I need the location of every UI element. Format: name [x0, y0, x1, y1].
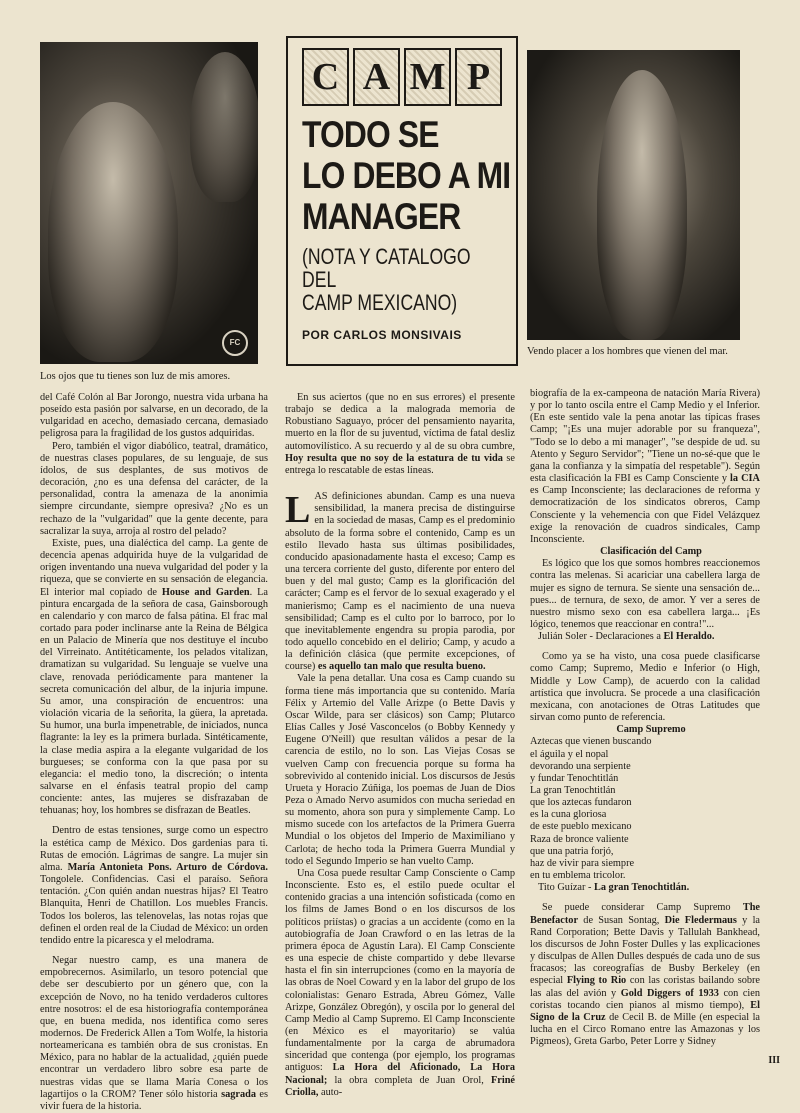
right-photo-caption: Vendo placer a los hombres que vienen del mar.	[527, 346, 728, 357]
paragraph: Pero, también el vigor diabólico, teatral, dramático, de nuestras clases populares, de su lenguaje, de sus ídolos, de sus desplantes, de sus motivos de decoración, ¿no es una defensa del carácter, de la personalidad, contra la amenaza de la anonimia siempre circundante, siempre opresiva? ¿No es un rechazo de la "vulgaridad" que la gente decente, para sacralizar la suya, arroja al rostro del pelado?	[40, 440, 268, 537]
paragraph: Una Cosa puede resultar Camp Consciente o Camp Inconsciente. Esto es, el estilo puede ocultar el contenido gracias a una intención sofisticada (como en los films de James Bond o en los discursos de los políticos priístas) o gracias a un accidente (como en la autobiografía de Joan Crawford o en las letras de la primera época de Agustín Lara). El Camp Consciente es una especie de chiste compartido y debe llevarse hasta el fin sin interrupciones (como en la mayoría de las obras de Noel Coward y en la labor del grupo de los colonialistas: Genaro Estrada, Abreu Gómez, Valle Arizpe, González Obregón), y oscila por lo general del Camp Medio al Camp Supremo. El Camp Inconsciente (en México es el mayoritario) se valúa fundamentalmente por la carga de abrumadora sinceridad que contenga (por ejemplo, los programas antiguos: La Hora del Aficionado, La Hora Nacional; la obra completa de Juan Orol, Friné Criolla, auto-	[285, 867, 515, 1098]
paragraph: LAS definiciones abundan. Camp es una nueva sensibilidad, la manera precisa de distinguirse en la sociedad de masas, Camp es el predominio absoluto de la forma sobre el contenido, Camp es un estilo llevado hasta sus últimas posibilidades, conducido apasionadamente hasta el exceso; Camp es una tercera corriente del gusto, diferente por entero del buen y del mal gusto; Camp es la glorificación del carácter; Camp es el fervor de lo sexual exagerado y el manierismo; Camp es el nacimiento de una nueva sensibilidad; Camp es el culto por lo barroco, por lo que inevitablemente engendra su propia parodia, por todo aquello concebido en el delirio; Camp, y acudo a la definición clásica (que permite excepciones, of course) es aquello tan malo que resulta bueno.	[285, 489, 515, 673]
poem-stanza: Aztecas que vienen buscando el águila y el nopal devorando una serpiente y fundar Tenochtitlán	[530, 736, 652, 784]
left-photo	[40, 42, 258, 364]
left-photo-caption: Los ojos que tu tienes son luz de mis amores.	[40, 371, 231, 382]
dedication: En sus aciertos (que no en sus errores) el presente trabajo se dedica a la malograda memoria de Robustiano Saguayo, prócer del pensamiento nayarita, muerto en la flor de su juventud, víctima de fatal desliz automovilístico. A su recuerdo y al de su obra cumbre, Hoy resulta que no soy de la estatura de tu vida se entrega lo rescatable de estas líneas.	[285, 392, 515, 476]
paragraph: Existe, pues, una dialéctica del camp. La gente de decencia apenas adquirida huye de la vulgaridad de origen inventando una nueva vulgaridad del poder y la riqueza, que se convierte en su sensación de elegancia. El interior mal copiado de House and Garden. La pintura encargada de la señora de casa, Gainsborough en calendario y con marco de falsa pátina. El frac mal cortado para poder inclinarse ante la Reina de Bélgica en un Palacio de Minería que nos destituye el íncubo del Virreinato. Antitéticamente, los pelados vitalizan, dramatizan su vulgaridad. Su lenguaje se vuelve una clave, renovada periódicamente para mantener la secreta comunicación del albur, de la injuria impune. Su amor, una conspiración de encuentros: una violación vicaria de la señorita, la güera, la apretada. Su humor, una burla impenetrable, de iniciados, nunca flagrante: la ley es la primera burlada. Sintéticamente, la clase media aspira a la elegante vulgaridad de los burgueses; se conforma con la que pasa por su elegancia: el medio tono, la discreción; o intenta salvarse en el énfasis teatral propio del camp conciente: antes, las mujeres se disfrazaban de tehuanas; hoy, los hombres se disfrazan de Beatles.	[40, 537, 268, 817]
paragraph: Negar nuestro camp, es una manera de empobrecernos. Asimilarlo, un tesoro potencial que debe ser descubierto por un género que, con la excepción de Novo, no ha tenido verdaderos cultores entre nosotros: el de esa historiografía contemporánea que, en buena medida, nos identifica como seres modernos. De Frederick Allen a Tom Wolfe, la historia norteamericana es también obra de sus cronistas. En México, para no hablar de la actualidad, ¿quién puede encontrar un verdadero libro sobre esa parte de nuestras vidas que se llama María Conesa o los lagartijos o la CROM? Tener sólo historia sagrada es vivir fuera de la historia.	[40, 955, 269, 1112]
poem-stanza: La gran Tenochtitlán que los aztecas fundaron es la cuna gloriosa de este pueblo mexicano	[530, 785, 632, 833]
drop-cap: L	[285, 489, 311, 532]
headline	[302, 114, 511, 237]
subhead	[302, 244, 471, 315]
paragraph: Como ya se ha visto, una cosa puede clasificarse como Camp; Supremo, Medio e Inferior (o High, Middle y Low Camp), de acuerdo con la calidad artística que involucra. Se procede a una clasificación mexicana, con anotaciones de Otras Latitudes que sirvan como punto de referencia.	[530, 651, 760, 724]
poem-source: Tito Guízar - La gran Tenochtitlán.	[538, 882, 690, 894]
headline-line: LO DEBO A MI	[302, 155, 511, 196]
logo-letter: P	[455, 48, 502, 106]
headline-line: TODO SE	[302, 114, 439, 155]
camp-logo	[302, 48, 502, 106]
paragraph: Se puede considerar Camp Supremo The Benefactor de Susan Sontag, Die Fledermaus y la Rand Corporation; Bette Davis y Tallulah Bankhead, los discursos de John Foster Dulles y las explicaciones y disculpas de Allen Dulles después de cada uno de sus fracasos; las coreografías de Busby Berkeley (en especial Flying to Rio con las coristas bailando sobre las alas del avión y Gold Diggers of 1933 con cien coristas tocando cien pianos al mismo tiempo), El Signo de la Cruz de Cecil B. de Mille (en especial la lucha en el Circo Romano entre las Amazonas y los Pigmeos), Greta Garbo, Peter Lorre y Sidney	[530, 902, 761, 1048]
paragraph: biografía de la ex-campeona de natación María Rivera) y por lo tanto oscila entre el Camp Medio y el Inferior. (En este sentido vale la pena anotar las típicas frases Camp; "¡Es una mujer adorable por su franqueza", "Todo se lo debo a mi manager", "se despide de ud. su Atento y Seguro Servidor"; "Tiene un no-sé-que que le gana la confianza y la simpatía del respetable"). Según esta clasificación la FBI es Camp Consciente y la CIA es Camp Inconsciente; las declaraciones de reforma y democratización de los sindicatos obreros, Camp Consciente y la vehemencia con que Fidel Velázquez exige la renovación de cuadros sindicales, Camp Inconsciente.	[530, 388, 760, 545]
logo-letter: A	[353, 48, 400, 106]
subhead-line: (NOTA Y CATALOGO	[302, 244, 471, 269]
column-2	[285, 392, 515, 1099]
headline-line: MANAGER	[302, 196, 461, 237]
subhead-line: CAMP MEXICANO)	[302, 290, 458, 315]
woman-figure	[597, 70, 687, 340]
section-heading: Clasificación del Camp	[600, 546, 702, 558]
quote: Es lógico que los que somos hombres reaccionemos contra las melenas. Si acariciar una cabellera larga de mujer es signo de ternura. Se siente una sensación de... pues... de ternura, de sexo, de amor. Y ver a seres de nuestro mismo sexo con esa cabellera larga... ¡Es lógico, tenemos que reaccionar en contra!"...	[530, 558, 760, 630]
logo-letter: M	[404, 48, 451, 106]
paragraph: Vale la pena detallar. Una cosa es Camp cuando su forma tiene más importancia que su contenido. María Félix y Artemio del Valle Arizpe (o Bette Davis y Oscar Wilde, para ser clásicos) son Camp; Plutarco Elías Calles y José Vasconcelos (o Bobby Kennedy y Eugene O'Neill) que resultan válidos a pesar de la carencia de estilo, no lo son. Las Viejas Cosas se vuelven Camp con frecuencia porque su forma ha sobrevivido al contenido inicial. Los discursos de Jesús Urueta y Horacio Zúñiga, los poemas de Juan de Dios Peza o Amado Nervo asumidos con mucha seriedad en su momento, ahora son pura y simplemente Camp. Lo mismo sucede con los artefactos de la Primera Guerra Mundial o los objetos del Imperio de Maximiliano y Carlota; de hecho toda la Primera Guerra Mundial y todo el Segundo Imperio se han vuelto Camp.	[285, 673, 515, 867]
right-photo	[527, 50, 740, 340]
woman-figure	[48, 102, 178, 362]
subhead-line: DEL	[302, 267, 337, 292]
man-figure	[190, 52, 258, 202]
title-box	[286, 36, 518, 366]
section-heading: Camp Supremo	[616, 724, 686, 736]
column-3	[530, 388, 760, 1048]
page-number: III	[768, 1055, 780, 1066]
byline: POR CARLOS MONSIVAIS	[302, 328, 462, 342]
paragraph: del Café Colón al Bar Jorongo, nuestra vida urbana ha poseído esta pasión por salvarse, en un decorado, de la vulgaridad en acecho, demasiado cercana, demasiado peligrosa para la fragilidad de los gustos adquiridas.	[40, 392, 268, 440]
paragraph: Dentro de estas tensiones, surge como un espectro la estética camp de México. Dos gardenias para ti. Rutas de emoción. Lágrimas de sangre. La mujer sin alma. María Antonieta Pons. Arturo de Córdova. Tongolele. Confidencias. Casi el paraíso. Señora tentación. ¿Con quién andan nuestras hijas? El Teatro Blanquita, Henri de Chatillon. Los muebles Francis. Todos los boleros, las telenovelas, las notas rojas que definen el orden real de la Ciudad de México: un orden tendido entre la picaresca y el melodrama.	[40, 825, 268, 946]
column-1	[40, 392, 268, 1113]
photo-mark: FC	[222, 330, 248, 356]
poem-stanza: Raza de bronce valiente que una patria forjó, haz de vivir para siempre en tu emblema tricolor.	[530, 833, 635, 882]
quote-source: Julián Soler - Declaraciones a El Heraldo.	[538, 631, 715, 643]
logo-letter: C	[302, 48, 349, 106]
